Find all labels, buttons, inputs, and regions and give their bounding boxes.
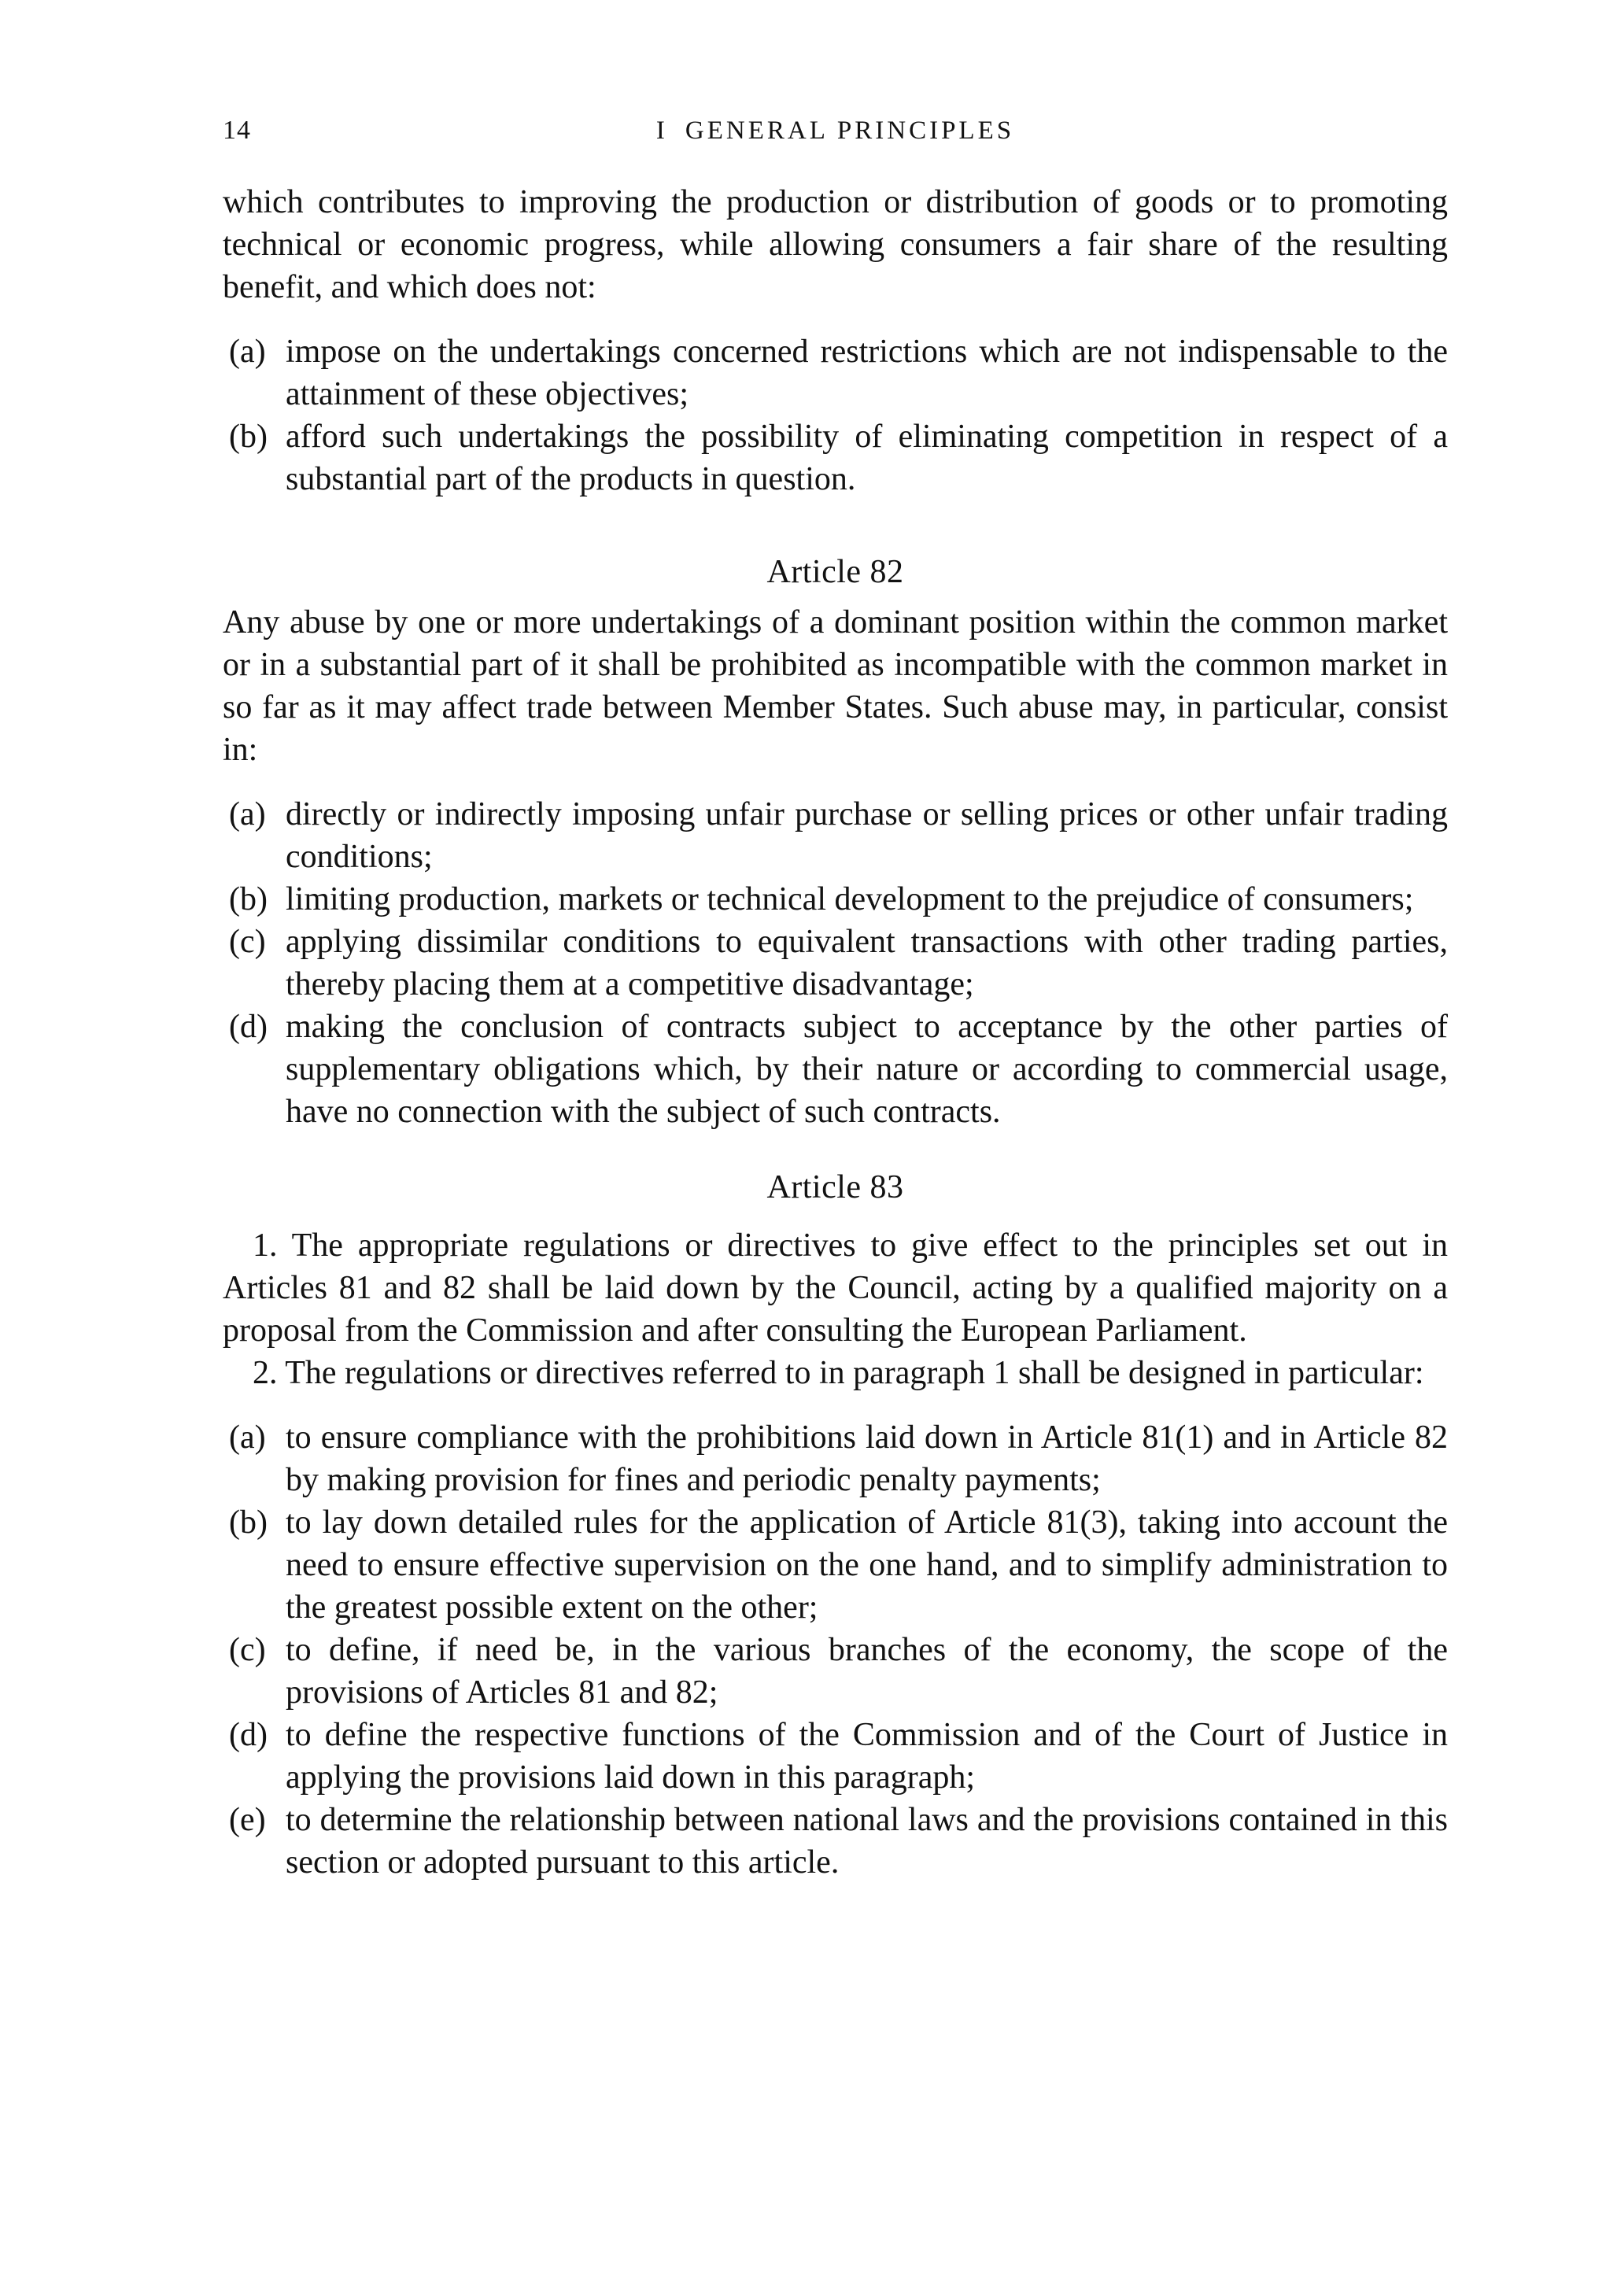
list-item xyxy=(223,1629,1448,1714)
list-item xyxy=(223,878,1448,921)
list-item-marker: (b) xyxy=(229,1504,268,1541)
running-head xyxy=(223,115,1448,146)
list-item-text: directly or indirectly imposing unfair purchase or selling prices or other unfair trading conditions; xyxy=(286,796,1448,875)
list-item xyxy=(223,1799,1448,1884)
list-item-marker: (b) xyxy=(229,881,268,917)
list-item-marker: (e) xyxy=(229,1802,266,1838)
list-item-marker: (c) xyxy=(229,1632,266,1668)
list-item xyxy=(223,1714,1448,1799)
list-item-marker: (d) xyxy=(229,1717,268,1753)
page-body xyxy=(223,181,1448,1884)
list-item-marker: (d) xyxy=(229,1009,268,1045)
list-item-text: impose on the undertakings concerned restrictions which are not indispensable to the attainment of these objectives; xyxy=(286,334,1448,412)
list-item xyxy=(223,330,1448,415)
list-item-text: to lay down detailed rules for the application of Article 81(3), taking into account the need to ensure effective supervision on the one hand, and to simplify administration to the greatest possible extent on the other; xyxy=(286,1504,1448,1626)
list-item-marker: (a) xyxy=(229,1419,266,1456)
list-item-marker: (a) xyxy=(229,796,266,832)
list-item-text: to define the respective functions of the Commission and of the Court of Justice in applying the provisions laid down in this paragraph; xyxy=(286,1717,1448,1796)
list-item-text: making the conclusion of contracts subject to acceptance by the other parties of supplementary obligations which, by their nature or according to commercial usage, have no connection with the subject of such contracts. xyxy=(286,1009,1448,1130)
list-item-text: to define, if need be, in the various branches of the economy, the scope of the provisions of Articles 81 and 82; xyxy=(286,1632,1448,1711)
list-item xyxy=(223,1501,1448,1629)
list-item-marker: (a) xyxy=(229,334,266,370)
article-82-heading: Article 82 xyxy=(766,554,904,590)
page-number: 14 xyxy=(223,116,251,145)
running-head-section-numeral: I xyxy=(655,116,668,145)
list-item xyxy=(223,1416,1448,1501)
list-item-text: to determine the relationship between national laws and the provisions contained in this section or adopted pursuant to this article. xyxy=(286,1802,1448,1881)
intro-paragraph: which contributes to improving the production or distribution of goods or to promoting technical or economic progress, while allowing consumers a fair share of the resulting benefit, and which does not: xyxy=(223,184,1448,305)
article-83-list xyxy=(223,1416,1448,1884)
list-item xyxy=(223,793,1448,878)
list-item xyxy=(223,1006,1448,1133)
running-head-title: GENERAL PRINCIPLES xyxy=(685,116,1015,145)
list-item-marker: (b) xyxy=(229,419,268,455)
page-header xyxy=(223,115,1448,146)
list-item xyxy=(223,415,1448,500)
list-item-text: to ensure compliance with the prohibitions laid down in Article 81(1) and in Article 82 by making provision for fines and periodic penalty payments; xyxy=(286,1419,1448,1498)
list-item-text: afford such undertakings the possibility of eliminating competition in respect of a substantial part of the products in question. xyxy=(286,419,1448,497)
list-item-text: applying dissimilar conditions to equivalent transactions with other trading parties, thereby placing them at a competitive disadvantage; xyxy=(286,924,1448,1002)
article-83-heading: Article 83 xyxy=(766,1169,904,1205)
list-item xyxy=(223,921,1448,1006)
article-83-paragraph-1: 1. The appropriate regulations or directives to give effect to the principles set out in Articles 81 and 82 shall be laid down by the Council, acting by a qualified majority on a proposal from the Commission and after consulting the European Parliament. xyxy=(223,1227,1448,1349)
list-item-marker: (c) xyxy=(229,924,266,960)
article-82-paragraph: Any abuse by one or more undertakings of a dominant position within the common market or in a substantial part of it shall be prohibited as incompatible with the common market in so far as it may affect trade between Member States. Such abuse may, in particular, consist in: xyxy=(223,604,1448,768)
article-82-list xyxy=(223,793,1448,1133)
list-item-text: limiting production, markets or technical development to the prejudice of consumers; xyxy=(286,881,1414,917)
article-83-paragraph-2: 2. The regulations or directives referred to in paragraph 1 shall be designed in particular: xyxy=(253,1355,1424,1391)
intro-list xyxy=(223,330,1448,500)
